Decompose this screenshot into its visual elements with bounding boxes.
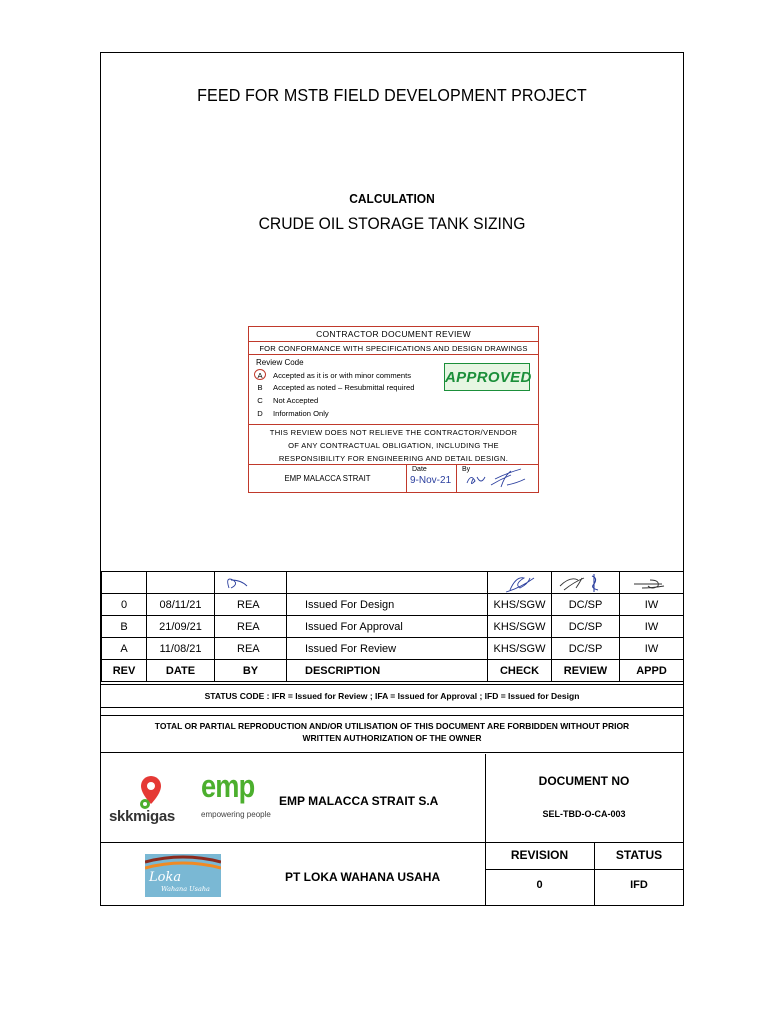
table-cell: [215, 572, 287, 594]
table-cell: [287, 572, 488, 594]
review-code-c: [254, 395, 318, 407]
revision-box: [485, 843, 595, 906]
emp-logo: [201, 768, 271, 832]
header-check: CHECK: [488, 660, 552, 682]
document-subject: CRUDE OIL STORAGE TANK SIZING: [258, 215, 526, 233]
check-signature-icon: [488, 572, 552, 593]
disclaimer-line: OF ANY CONTRACTUAL OBLIGATION, INCLUDING THE: [288, 441, 499, 450]
skkmigas-wordmark: skkmigas: [109, 808, 175, 825]
document-type: CALCULATION: [349, 191, 435, 206]
by-cell: REA: [215, 594, 287, 616]
header-review: REVIEW: [552, 660, 620, 682]
table-cell: [552, 572, 620, 594]
table-cell: [102, 572, 147, 594]
rev-cell: A: [102, 638, 147, 660]
date-cell: 08/11/21: [147, 594, 215, 616]
check-cell: KHS/SGW: [488, 594, 552, 616]
emp-tagline: empowering people: [201, 810, 271, 819]
revision-table: [101, 571, 684, 682]
stamp-title: CONTRACTOR DOCUMENT REVIEW: [249, 327, 538, 342]
approved-badge: APPROVED: [444, 363, 530, 391]
review-cell: DC/SP: [552, 616, 620, 638]
review-signature-icon: [552, 572, 620, 593]
status-label: STATUS: [615, 848, 663, 862]
emp-wordmark: emp: [201, 768, 255, 804]
review-code-letter: D: [257, 409, 263, 418]
selected-code-circle: A: [254, 369, 266, 380]
appd-signature-icon: [620, 572, 684, 593]
description-cell: Issued For Review: [287, 638, 488, 660]
table-header-row: [102, 660, 684, 682]
review-code-d: [254, 408, 329, 420]
header-by: BY: [215, 660, 287, 682]
table-row: [102, 616, 684, 638]
status-value: IFD: [630, 879, 648, 891]
by-signature-icon: [215, 572, 287, 593]
contractor-company-name: PT LOKA WAHANA USAHA: [285, 870, 441, 884]
signature-row: [102, 572, 684, 594]
skkmigas-logo: [109, 774, 189, 832]
description-cell: Issued For Approval: [287, 616, 488, 638]
loka-logo: [145, 854, 221, 897]
divider: [595, 869, 683, 870]
review-code-b: [254, 382, 414, 394]
reproduction-notice: TOTAL OR PARTIAL REPRODUCTION AND/OR UTILISATION OF THIS DOCUMENT ARE FORBIDDEN WITHOUT PRIOR WRITTEN AUTHORIZATION OF THE OWNER: [101, 715, 683, 753]
stamp-date-value: 9-Nov-21: [410, 475, 452, 486]
appd-cell: IW: [620, 638, 684, 660]
owner-row: [101, 754, 683, 843]
review-code-label: Review Code: [256, 358, 304, 367]
stamp-subtitle: FOR CONFORMANCE WITH SPECIFICATIONS AND DESIGN DRAWINGS: [249, 342, 538, 355]
review-code-text: Accepted as it is or with minor comments: [273, 371, 412, 380]
by-cell: REA: [215, 616, 287, 638]
stamp-date-label: Date: [412, 466, 427, 473]
divider: [485, 869, 594, 870]
header-appd: APPD: [620, 660, 684, 682]
review-code-a: [254, 369, 411, 381]
stamp-date-cell: [407, 465, 457, 492]
title-block: [101, 754, 683, 906]
table-row: [102, 594, 684, 616]
project-title: FEED FOR MSTB FIELD DEVELOPMENT PROJECT: [197, 85, 587, 105]
status-box: [595, 843, 683, 906]
by-cell: REA: [215, 638, 287, 660]
review-code-letter: B: [257, 383, 263, 392]
document-cover-page: [100, 52, 684, 906]
disclaimer-line: THIS REVIEW DOES NOT RELIEVE THE CONTRACTOR/VENDOR: [269, 428, 518, 437]
review-code-text: Not Accepted: [273, 396, 319, 405]
review-disclaimer: [249, 425, 538, 465]
loka-subwordmark: Wahana Usaha: [161, 885, 210, 893]
review-cell: DC/SP: [552, 594, 620, 616]
owner-company-name: EMP MALACCA STRAIT S.A: [279, 794, 439, 808]
loka-wordmark: Loka: [149, 870, 182, 885]
status-code-legend: STATUS CODE : IFR = Issued for Review ; IFA = Issued for Approval ; IFD = Issued for Design: [101, 684, 683, 708]
rev-cell: B: [102, 616, 147, 638]
table-row: [102, 638, 684, 660]
stamp-by-label: By: [462, 466, 471, 473]
contractor-row: [101, 843, 683, 906]
document-number-label: DOCUMENT NO: [538, 774, 630, 788]
appd-cell: IW: [620, 594, 684, 616]
header-rev: REV: [102, 660, 147, 682]
review-codes: [249, 355, 538, 425]
header-description: DESCRIPTION: [287, 660, 488, 682]
stamp-by-cell: [457, 465, 538, 492]
document-number-value: SEL-TBD-O-CA-003: [542, 809, 626, 819]
stamp-company: EMP MALACCA STRAIT: [249, 465, 407, 492]
appd-cell: IW: [620, 616, 684, 638]
table-cell: [620, 572, 684, 594]
description-cell: Issued For Design: [287, 594, 488, 616]
disclaimer-line: RESPONSIBILITY FOR ENGINEERING AND DETAIL DESIGN.: [278, 454, 509, 463]
stamp-footer: [249, 465, 538, 492]
date-cell: 21/09/21: [147, 616, 215, 638]
check-cell: KHS/SGW: [488, 616, 552, 638]
review-code-letter: C: [257, 396, 263, 405]
table-cell: [147, 572, 215, 594]
date-cell: 11/08/21: [147, 638, 215, 660]
table-cell: [488, 572, 552, 594]
revision-label: REVISION: [510, 848, 569, 862]
divider: [485, 754, 486, 906]
review-cell: DC/SP: [552, 638, 620, 660]
check-cell: KHS/SGW: [488, 638, 552, 660]
contractor-review-stamp: [248, 326, 539, 493]
rev-cell: 0: [102, 594, 147, 616]
review-code-text: Accepted as noted – Resubmittal required: [273, 383, 415, 392]
header-date: DATE: [147, 660, 215, 682]
review-code-text: Information Only: [273, 409, 329, 418]
revision-value: 0: [536, 879, 543, 891]
